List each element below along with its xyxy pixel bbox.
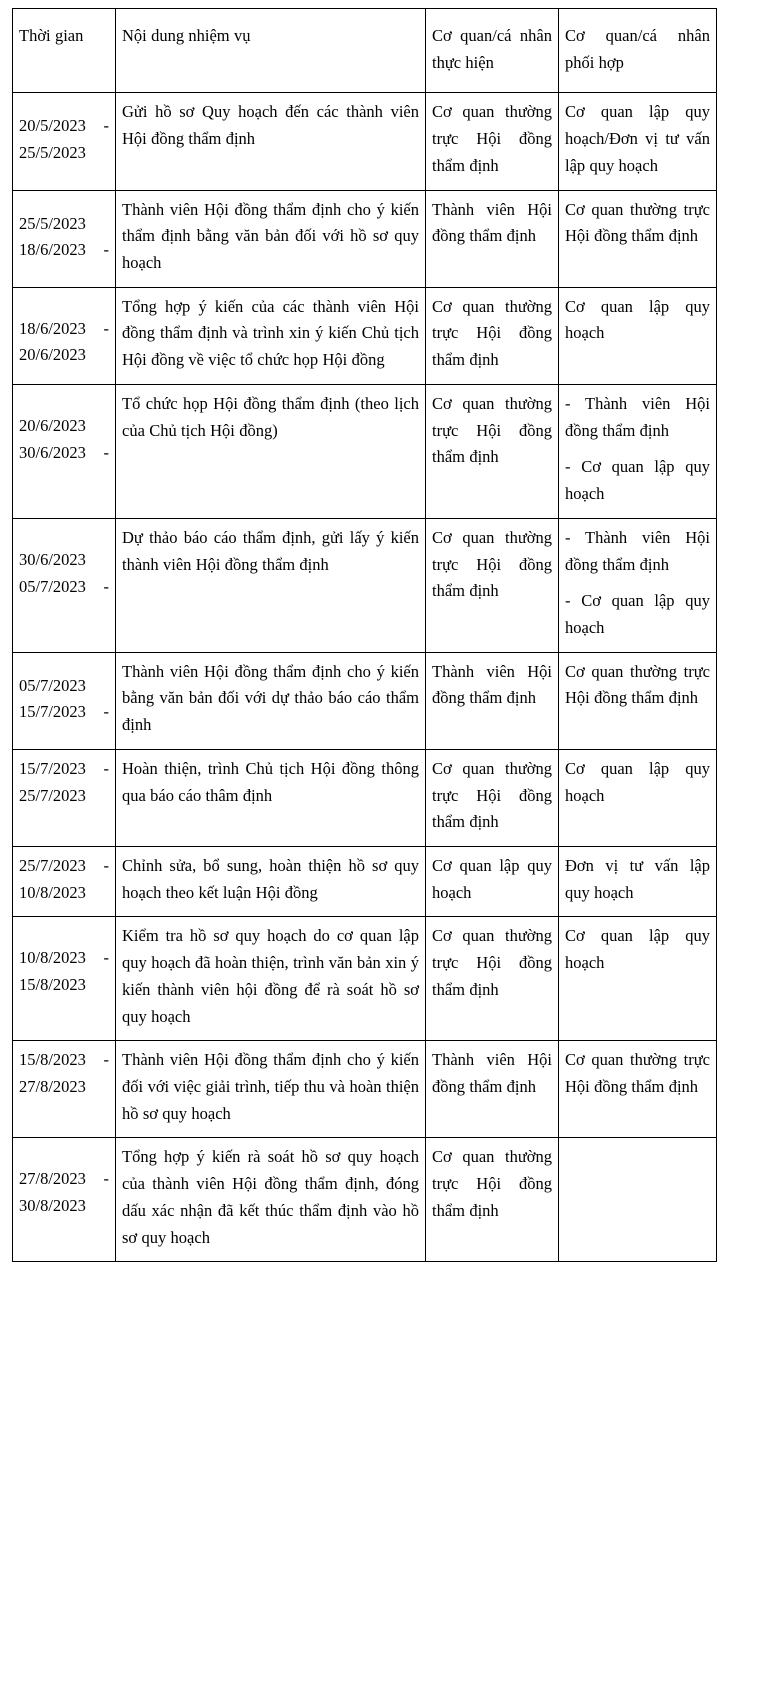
time-end: 30/6/2023 bbox=[19, 442, 86, 462]
table-row bbox=[13, 518, 717, 652]
row-executor: Cơ quan thường trực Hội đồng thẩm định bbox=[426, 287, 559, 384]
time-dash: - bbox=[103, 576, 109, 596]
row-task: Tổng hợp ý kiến rà soát hồ sơ quy hoạch của thành viên Hội đồng thẩm định, đóng dấu xác nhận đã kết thúc thẩm định vào hồ sơ quy hoạch bbox=[116, 1138, 426, 1262]
table-row bbox=[13, 190, 717, 287]
coordinator-item: - Cơ quan lập quy hoạch bbox=[565, 457, 710, 504]
table-row bbox=[13, 749, 717, 846]
table-row bbox=[13, 93, 717, 190]
table-row bbox=[13, 287, 717, 384]
row-executor: Thành viên Hội đồng thẩm định bbox=[426, 190, 559, 287]
row-task: Tổ chức họp Hội đồng thẩm định (theo lịch của Chủ tịch Hội đồng) bbox=[116, 384, 426, 518]
column-header-executor: Cơ quan/cá nhân thực hiện bbox=[426, 9, 559, 93]
row-time bbox=[13, 287, 116, 384]
time-start: 25/7/2023 bbox=[19, 855, 86, 875]
time-start: 15/7/2023 bbox=[19, 758, 86, 778]
row-task: Kiểm tra hồ sơ quy hoạch do cơ quan lập quy hoạch đã hoàn thiện, trình văn bản xin ý kiến thành viên hội đồng để rà soát hồ sơ quy hoạch bbox=[116, 917, 426, 1041]
row-time bbox=[13, 384, 116, 518]
table-row bbox=[13, 384, 717, 518]
row-executor: Cơ quan thường trực Hội đồng thẩm định bbox=[426, 917, 559, 1041]
schedule-table bbox=[12, 8, 717, 1262]
row-task: Hoàn thiện, trình Chủ tịch Hội đồng thông qua báo cáo thâm định bbox=[116, 749, 426, 846]
row-task: Thành viên Hội đồng thẩm định cho ý kiến đối với việc giải trình, tiếp thu và hoàn thiện hồ sơ quy hoạch bbox=[116, 1041, 426, 1138]
column-header-task: Nội dung nhiệm vụ bbox=[116, 9, 426, 93]
coordinator-item: - Thành viên Hội đồng thẩm định bbox=[565, 527, 710, 574]
table-row bbox=[13, 917, 717, 1041]
table-row bbox=[13, 1138, 717, 1262]
time-start: 05/7/2023 bbox=[19, 675, 86, 695]
table-row bbox=[13, 652, 717, 749]
row-task: Thành viên Hội đồng thẩm định cho ý kiến thẩm định bằng văn bản đối với hồ sơ quy hoạch bbox=[116, 190, 426, 287]
time-start: 20/5/2023 bbox=[19, 116, 86, 136]
time-dash: - bbox=[103, 442, 109, 462]
row-coordinator: Cơ quan lập quy hoạch/Đơn vị tư vấn lập quy hoạch bbox=[559, 93, 717, 190]
column-header-time: Thời gian bbox=[13, 9, 116, 93]
row-time bbox=[13, 846, 116, 916]
row-executor: Cơ quan thường trực Hội đồng thẩm định bbox=[426, 93, 559, 190]
time-dash: - bbox=[103, 240, 109, 260]
time-dash: - bbox=[103, 1169, 109, 1189]
time-start: 20/6/2023 bbox=[19, 415, 86, 435]
row-executor: Cơ quan thường trực Hội đồng thẩm định bbox=[426, 384, 559, 518]
row-task: Thành viên Hội đồng thẩm định cho ý kiến bằng văn bản đối với dự thảo báo cáo thẩm định bbox=[116, 652, 426, 749]
row-coordinator: Cơ quan thường trực Hội đồng thẩm định bbox=[559, 190, 717, 287]
time-start: 10/8/2023 bbox=[19, 948, 86, 968]
row-time bbox=[13, 1041, 116, 1138]
time-start: 15/8/2023 bbox=[19, 1050, 86, 1070]
row-time bbox=[13, 190, 116, 287]
time-end: 18/6/2023 bbox=[19, 240, 86, 260]
time-dash: - bbox=[103, 855, 109, 875]
row-coordinator: Đơn vị tư vấn lập quy hoạch bbox=[559, 846, 717, 916]
table-row bbox=[13, 846, 717, 916]
row-time bbox=[13, 652, 116, 749]
row-coordinator bbox=[559, 384, 717, 518]
time-dash: - bbox=[103, 1050, 109, 1070]
row-task: Chỉnh sửa, bổ sung, hoàn thiện hồ sơ quy hoạch theo kết luận Hội đồng bbox=[116, 846, 426, 916]
coordinator-item: - Cơ quan lập quy hoạch bbox=[565, 591, 710, 637]
row-executor: Cơ quan lập quy hoạch bbox=[426, 846, 559, 916]
row-coordinator: Cơ quan thường trực Hội đồng thẩm định bbox=[559, 1041, 717, 1138]
row-time bbox=[13, 1138, 116, 1262]
row-coordinator: Cơ quan lập quy hoạch bbox=[559, 917, 717, 1041]
time-end: 15/8/2023 bbox=[19, 975, 86, 995]
row-coordinator: Cơ quan lập quy hoạch bbox=[559, 749, 717, 846]
row-executor: Thành viên Hội đồng thẩm định bbox=[426, 652, 559, 749]
row-executor: Cơ quan thường trực Hội đồng thẩm định bbox=[426, 1138, 559, 1262]
row-time bbox=[13, 518, 116, 652]
time-end: 20/6/2023 bbox=[19, 345, 86, 365]
time-dash: - bbox=[103, 318, 109, 338]
row-coordinator: Cơ quan lập quy hoạch bbox=[559, 287, 717, 384]
time-start: 18/6/2023 bbox=[19, 318, 86, 338]
column-header-coordinator: Cơ quan/cá nhân phối hợp bbox=[559, 9, 717, 93]
time-start: 27/8/2023 bbox=[19, 1169, 86, 1189]
time-dash: - bbox=[103, 116, 109, 136]
time-end: 27/8/2023 bbox=[19, 1077, 86, 1096]
row-executor: Thành viên Hội đồng thẩm định bbox=[426, 1041, 559, 1138]
row-task: Tổng hợp ý kiến của các thành viên Hội đồng thẩm định và trình xin ý kiến Chủ tịch Hội đồng về việc tổ chức họp Hội đồng bbox=[116, 287, 426, 384]
row-task: Dự thảo báo cáo thẩm định, gửi lấy ý kiến thành viên Hội đồng thẩm định bbox=[116, 518, 426, 652]
table-header-row bbox=[13, 9, 717, 93]
time-dash: - bbox=[103, 948, 109, 968]
time-dash: - bbox=[103, 702, 109, 722]
time-end: 05/7/2023 bbox=[19, 576, 86, 596]
time-end: 25/5/2023 bbox=[19, 143, 86, 163]
time-end: 10/8/2023 bbox=[19, 882, 86, 902]
table-row bbox=[13, 1041, 717, 1138]
time-end: 30/8/2023 bbox=[19, 1196, 86, 1216]
row-executor: Cơ quan thường trực Hội đồng thẩm định bbox=[426, 749, 559, 846]
row-coordinator bbox=[559, 518, 717, 652]
coordinator-item: - Thành viên Hội đồng thẩm định bbox=[565, 393, 710, 440]
row-executor: Cơ quan thường trực Hội đồng thẩm định bbox=[426, 518, 559, 652]
row-time bbox=[13, 93, 116, 190]
row-time bbox=[13, 917, 116, 1041]
row-coordinator: Cơ quan thường trực Hội đồng thẩm định bbox=[559, 652, 717, 749]
time-dash: - bbox=[103, 758, 109, 778]
time-start: 25/5/2023 bbox=[19, 213, 86, 233]
row-coordinator bbox=[559, 1138, 717, 1262]
time-end: 15/7/2023 bbox=[19, 702, 86, 722]
time-end: 25/7/2023 bbox=[19, 785, 86, 805]
row-task: Gửi hồ sơ Quy hoạch đến các thành viên Hội đồng thẩm định bbox=[116, 93, 426, 190]
row-time bbox=[13, 749, 116, 846]
time-start: 30/6/2023 bbox=[19, 549, 86, 569]
